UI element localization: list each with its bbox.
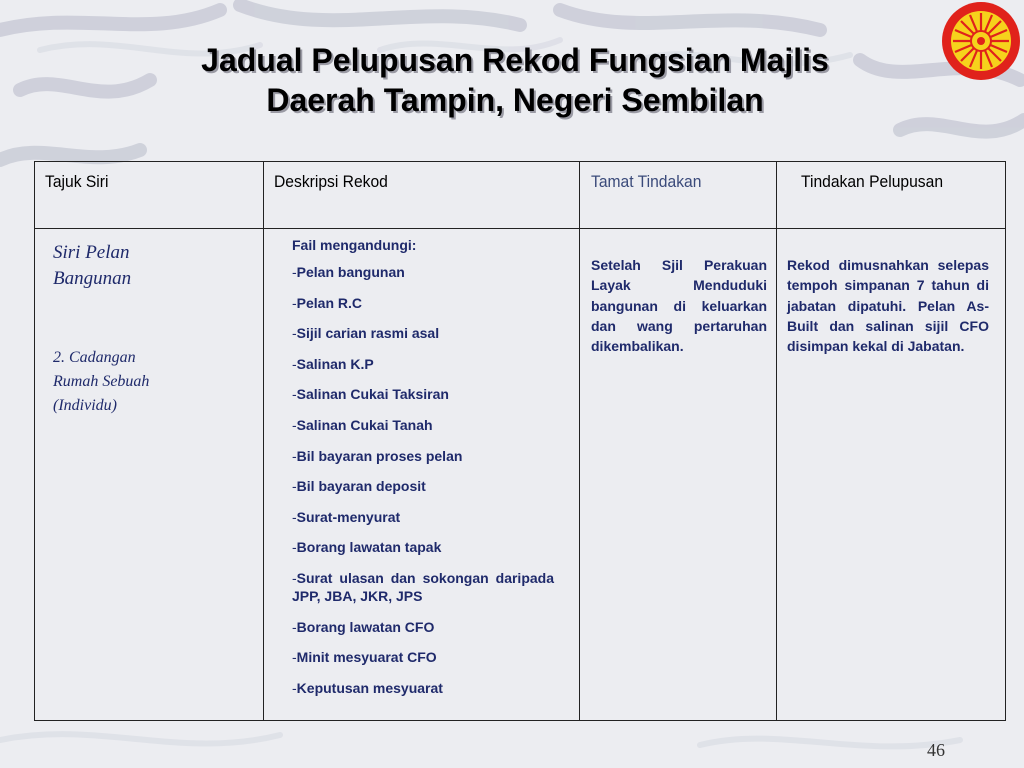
list-dash: -	[292, 416, 297, 433]
list-dash: -	[292, 355, 297, 372]
list-dash: -	[292, 508, 297, 525]
subseries-title	[53, 346, 149, 418]
series-title	[53, 240, 131, 292]
description-item-text: Surat ulasan dan sokongan daripada JPP, JBA, JKR, JPS	[292, 569, 554, 604]
list-dash: -	[292, 386, 297, 403]
records-table	[34, 161, 1006, 721]
description-intro: Fail mengandungi:	[292, 237, 417, 253]
series-title-line-2: Bangunan	[53, 268, 132, 289]
list-dash: -	[292, 618, 297, 635]
header-tindakan-pelupusan: Tindakan Pelupusan	[801, 172, 944, 191]
description-item	[292, 538, 554, 556]
council-emblem-logo	[940, 0, 1022, 82]
description-item-text: Keputusan mesyuarat	[296, 679, 443, 696]
description-item	[292, 385, 554, 403]
list-dash: -	[292, 294, 297, 311]
header-tamat-tindakan: Tamat Tindakan	[591, 172, 702, 191]
subseries-line-1: 2. Cadangan	[53, 349, 136, 366]
description-item-text: Sijil carian rasmi asal	[296, 325, 440, 342]
table-divider	[263, 162, 264, 720]
header-tajuk-siri: Tajuk Siri	[45, 172, 109, 191]
subseries-line-3: (Individu)	[53, 397, 117, 414]
table-header-divider	[35, 228, 1005, 229]
table-divider	[579, 162, 580, 720]
description-item	[292, 263, 554, 281]
list-dash: -	[292, 649, 297, 666]
list-dash: -	[292, 478, 297, 495]
description-item-text: Pelan R.C	[296, 294, 363, 311]
slide-number: 46	[927, 740, 945, 760]
description-item	[292, 569, 554, 605]
record-description	[292, 237, 554, 709]
description-item-text: Bil bayaran deposit	[296, 478, 426, 495]
list-dash: -	[292, 264, 297, 280]
list-dash: -	[292, 325, 297, 342]
description-item	[292, 679, 554, 697]
table-divider	[776, 162, 777, 720]
description-item-text: Bil bayaran proses pelan	[296, 447, 463, 464]
description-item	[292, 294, 554, 312]
list-dash: -	[292, 539, 297, 556]
subseries-line-2: Rumah Sebuah	[53, 373, 150, 390]
title-line-1: Jadual Pelupusan Rekod Fungsian Majlis	[201, 42, 829, 78]
description-item	[292, 355, 554, 373]
description-item-text: Minit mesyuarat CFO	[296, 649, 437, 666]
page-title	[80, 40, 950, 120]
description-item-text: Salinan Cukai Tanah	[296, 416, 433, 433]
disposal-action-text: Rekod dimusnahkan selepas tempoh simpanan 7 tahun di jabatan dipatuhi. Pelan As-Built dan salinan sijil CFO disimpan kekal di Jabatan.	[787, 257, 989, 355]
description-item-text: Pelan bangunan	[296, 264, 405, 280]
description-item-text: Borang lawatan tapak	[296, 539, 442, 556]
header-deskripsi-rekod: Deskripsi Rekod	[274, 172, 388, 191]
end-action-text: Setelah Sjil Perakuan Layak Menduduki bangunan di keluarkan dan wang pertaruhan dikembalikan.	[591, 257, 767, 355]
list-dash: -	[292, 679, 297, 696]
description-item-text: Salinan K.P	[296, 355, 374, 372]
description-item	[292, 508, 554, 526]
description-item	[292, 447, 554, 465]
description-list	[292, 263, 554, 697]
description-item	[292, 477, 554, 495]
description-item	[292, 618, 554, 636]
description-item	[292, 416, 554, 434]
series-title-line-1: Siri Pelan	[53, 242, 130, 263]
list-dash: -	[292, 447, 297, 464]
list-dash: -	[292, 569, 297, 586]
description-item-text: Salinan Cukai Taksiran	[296, 386, 449, 403]
description-item-text: Surat-menyurat	[296, 508, 401, 525]
description-item	[292, 648, 554, 666]
description-item-text: Borang lawatan CFO	[296, 618, 435, 635]
description-item	[292, 324, 554, 342]
title-line-2: Daerah Tampin, Negeri Sembilan	[266, 82, 764, 118]
